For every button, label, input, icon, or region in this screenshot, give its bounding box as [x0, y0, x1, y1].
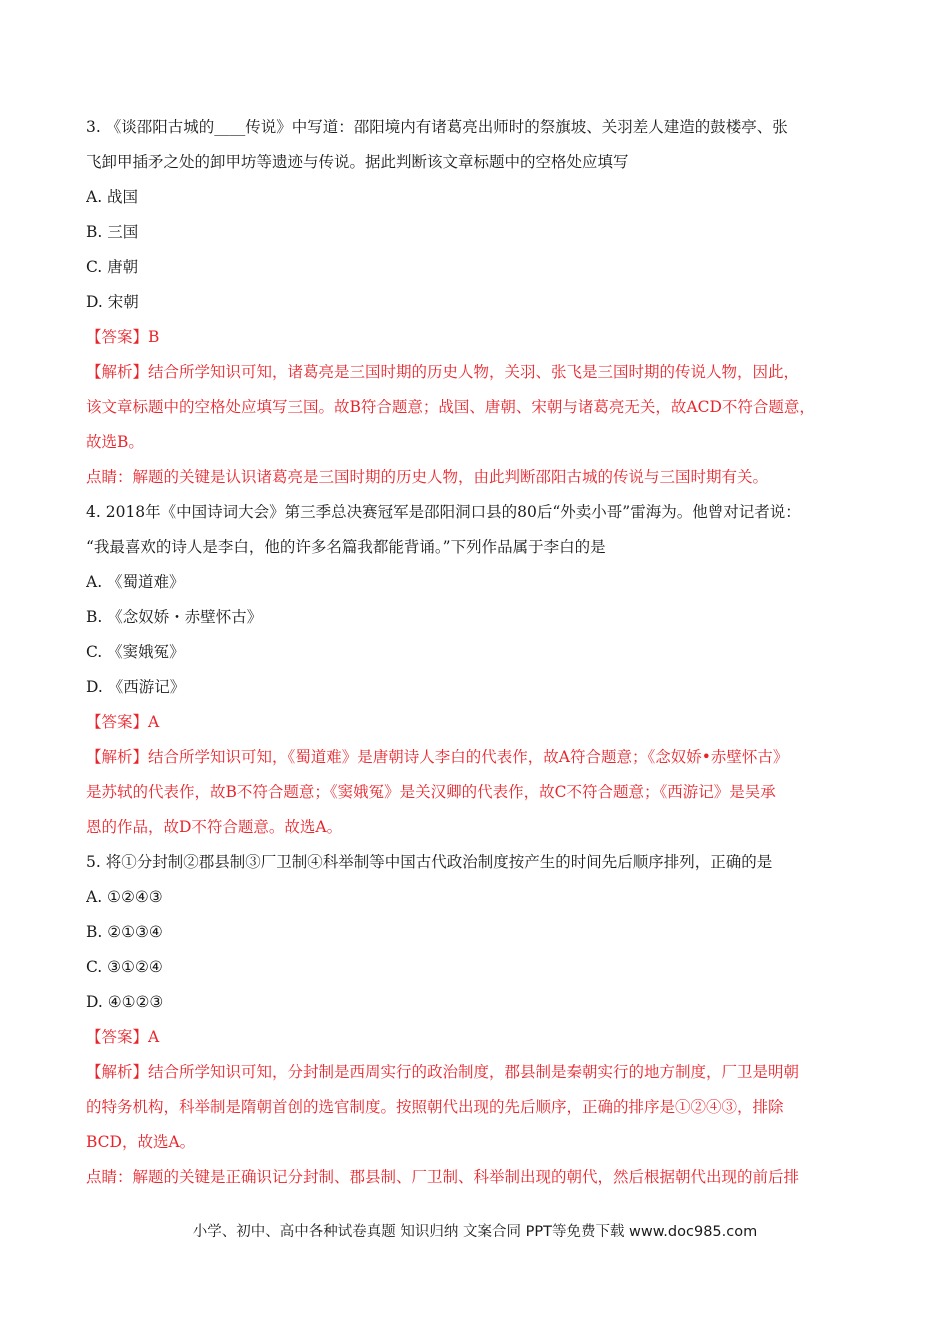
analysis-line: 的特务机构，科举制是隋朝首创的选官制度。按照朝代出现的先后顺序，正确的排序是①②④③，排除 — [86, 1098, 784, 1116]
answer-option: B. ②①③④ — [86, 923, 163, 941]
analysis-line: 【解析】结合所学知识可知，诸葛亮是三国时期的历史人物，关羽、张飞是三国时期的传说人物，因此， — [86, 363, 800, 381]
answer-option: A. 战国 — [86, 188, 139, 206]
answer-option: D. 《西游记》 — [86, 678, 186, 696]
answer-option: C. 唐朝 — [86, 258, 139, 276]
question-stem-line: 飞卸甲插矛之处的卸甲坊等遗迹与传说。据此判断该文章标题中的空格处应填写 — [86, 153, 629, 171]
question-list — [86, 110, 876, 1195]
analysis-line: 恩的作品，故D不符合题意。故选A。 — [86, 818, 343, 836]
question-block — [86, 495, 876, 845]
question-block — [86, 845, 876, 1195]
analysis-line: 故选B。 — [86, 433, 144, 451]
answer-label: 【答案】A — [86, 1028, 160, 1046]
analysis-line: 【解析】结合所学知识可知，分封制是西周实行的政治制度，郡县制是秦朝实行的地方制度，厂卫是明朝 — [86, 1063, 800, 1081]
question-stem-line: 5. 将①分封制②郡县制③厂卫制④科举制等中国古代政治制度按产生的时间先后顺序排列，正确的是 — [86, 853, 773, 871]
question-stem-line: 4. 2018年《中国诗词大会》第三季总决赛冠军是邵阳洞口县的80后“外卖小哥”雷海为。他曾对记者说： — [86, 503, 801, 521]
analysis-line: 【解析】结合所学知识可知，《蜀道难》是唐朝诗人李白的代表作，故A符合题意；《念奴娇•赤壁怀古》 — [86, 748, 789, 766]
page-footer: 小学、初中、高中各种试卷真题 知识归纳 文案合同 PPT等免费下载 www.doc985.com — [192, 1224, 758, 1240]
answer-option: C. 《窦娥冤》 — [86, 643, 185, 661]
question-stem-line: “我最喜欢的诗人是李白，他的许多名篇我都能背诵。”下列作品属于李白的是 — [86, 538, 606, 556]
answer-option: D. 宋朝 — [86, 293, 139, 311]
tip-line: 点睛：解题的关键是认识诸葛亮是三国时期的历史人物，由此判断邵阳古城的传说与三国时期有关。 — [86, 468, 769, 486]
answer-option: D. ④①②③ — [86, 993, 164, 1011]
analysis-line: BCD，故选A。 — [86, 1133, 196, 1151]
answer-option: B. 《念奴娇・赤壁怀古》 — [86, 608, 263, 626]
question-stem-line: 3. 《谈邵阳古城的____传说》中写道：邵阳境内有诸葛亮出师时的祭旗坡、关羽差人建造的鼓楼亭、张 — [86, 118, 788, 136]
answer-option: C. ③①②④ — [86, 958, 163, 976]
answer-label: 【答案】B — [86, 328, 160, 346]
analysis-line: 是苏轼的代表作，故B不符合题意；《窦娥冤》是关汉卿的代表作，故C不符合题意；《西游记》是吴承 — [86, 783, 776, 801]
answer-option: A. ①②④③ — [86, 888, 163, 906]
answer-option: B. 三国 — [86, 223, 139, 241]
tip-line: 点睛：解题的关键是正确识记分封制、郡县制、厂卫制、科举制出现的朝代，然后根据朝代出现的前后排 — [86, 1168, 800, 1186]
question-block — [86, 110, 876, 495]
answer-label: 【答案】A — [86, 713, 160, 731]
answer-option: A. 《蜀道难》 — [86, 573, 185, 591]
analysis-line: 该文章标题中的空格处应填写三国。故B符合题意；战国、唐朝、宋朝与诸葛亮无关，故ACD不符合题意， — [86, 398, 815, 416]
